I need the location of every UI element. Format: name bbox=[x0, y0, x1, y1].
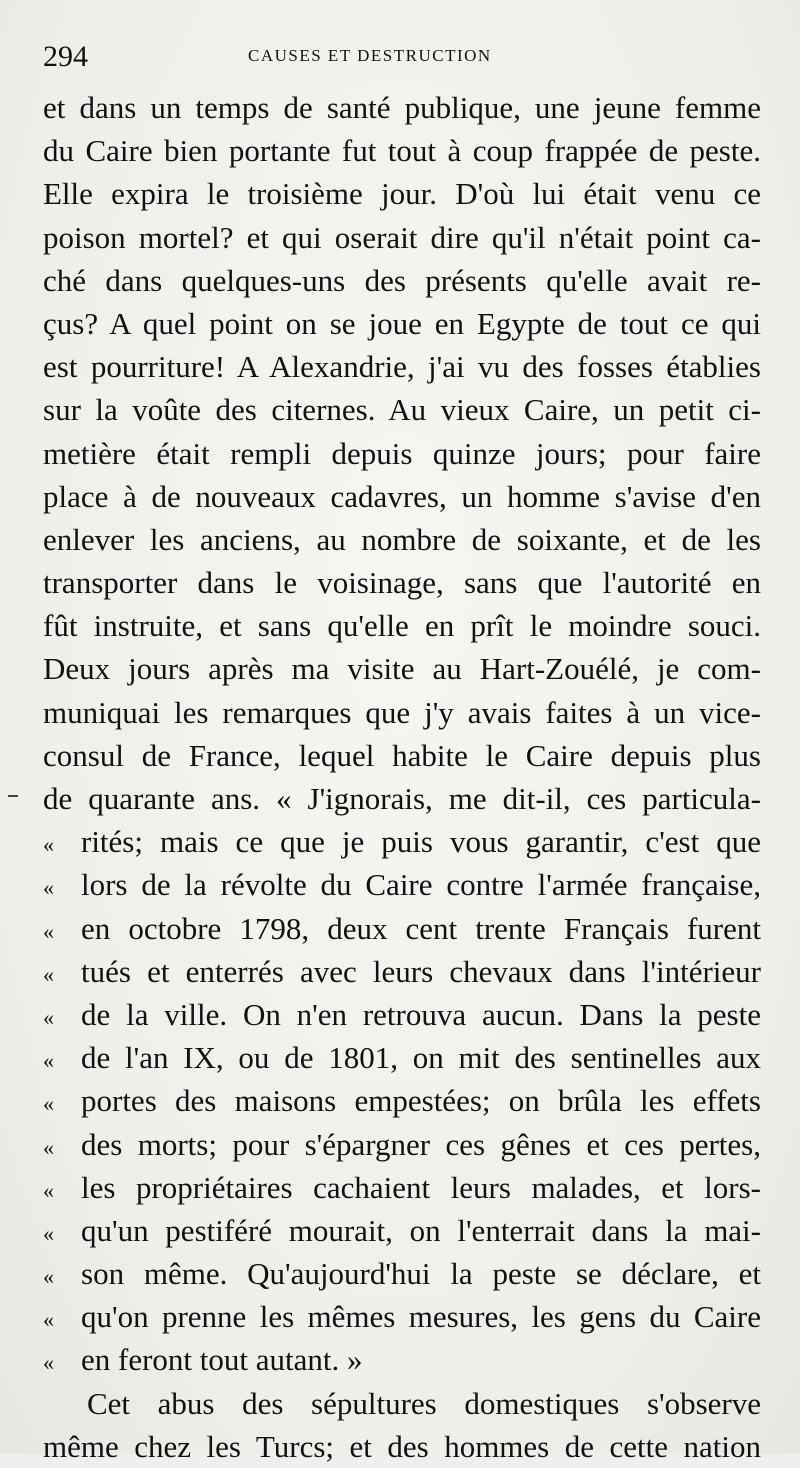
quote-mark: « bbox=[43, 1220, 54, 1246]
line-text: muniquai les remarques que j'y avais faites à un vice- bbox=[43, 694, 761, 730]
line-text: sur la voûte des citernes. Au vieux Caire, un petit ci- bbox=[43, 392, 761, 428]
text-line bbox=[43, 259, 761, 302]
text-line bbox=[43, 475, 761, 518]
line-text: en octobre 1798, deux cent trente Français furent bbox=[81, 910, 761, 946]
text-line bbox=[43, 345, 761, 388]
quote-mark: « bbox=[43, 1177, 54, 1203]
text-line bbox=[43, 1079, 761, 1122]
text-line bbox=[43, 388, 761, 431]
line-text: de l'an IX, ou de 1801, on mit des sentinelles aux bbox=[81, 1040, 761, 1076]
text-line bbox=[43, 647, 761, 690]
line-text: Elle expira le troisième jour. D'où lui était venu ce bbox=[43, 176, 761, 212]
text-line bbox=[43, 907, 761, 950]
text-line bbox=[43, 172, 761, 215]
text-line bbox=[43, 216, 761, 259]
line-text: place à de nouveaux cadavres, un homme s'avise d'en bbox=[43, 478, 761, 514]
line-text: les propriétaires cachaient leurs malades, et lors- bbox=[81, 1169, 761, 1205]
quote-mark: « bbox=[43, 1134, 54, 1160]
line-text: en feront tout autant. » bbox=[81, 1342, 363, 1378]
line-text: Deux jours après ma visite au Hart-Zouélé, je com- bbox=[43, 651, 761, 687]
line-text: rités; mais ce que je puis vous garantir, c'est que bbox=[81, 824, 761, 860]
text-line bbox=[43, 1338, 761, 1381]
line-text: qu'un pestiféré mourait, on l'enterrait dans la mai- bbox=[81, 1212, 761, 1248]
text-line bbox=[43, 734, 761, 777]
text-line bbox=[43, 604, 761, 647]
text-line bbox=[43, 561, 761, 604]
line-text: même chez les Turcs; et des hommes de cette nation bbox=[43, 1428, 761, 1464]
text-line bbox=[43, 302, 761, 345]
quote-mark: « bbox=[43, 832, 54, 858]
line-text: de quarante ans. « J'ignorais, me dit-il, ces particula- bbox=[43, 781, 761, 816]
text-line bbox=[43, 1123, 761, 1166]
quote-mark: « bbox=[43, 961, 54, 987]
quote-mark: « bbox=[43, 1264, 54, 1290]
text-line bbox=[43, 993, 761, 1036]
text-line bbox=[43, 1382, 761, 1425]
line-text: du Caire bien portante fut tout à coup frappée de peste. bbox=[43, 133, 761, 169]
text-line bbox=[43, 518, 761, 561]
quote-mark: « bbox=[43, 918, 54, 944]
line-text: lors de la révolte du Caire contre l'armée française, bbox=[81, 867, 761, 903]
line-text: ché dans quelques-uns des présents qu'elle avait re- bbox=[43, 262, 761, 298]
text-line bbox=[43, 1425, 761, 1468]
quote-mark: « bbox=[43, 1091, 54, 1117]
line-text: çus? A quel point on se joue en Egypte de tout ce qui bbox=[43, 305, 761, 341]
page-header bbox=[43, 36, 763, 76]
line-text: Cet abus des sépultures domestiques s'observe bbox=[87, 1385, 761, 1421]
text-line bbox=[43, 1209, 761, 1252]
quote-mark: « bbox=[43, 1350, 54, 1376]
line-text: consul de France, lequel habite le Caire depuis plus bbox=[43, 737, 761, 773]
quote-mark: « bbox=[43, 1048, 54, 1074]
text-line bbox=[43, 820, 761, 863]
running-head: CAUSES ET DESTRUCTION bbox=[248, 46, 492, 65]
quote-mark: « bbox=[43, 1307, 54, 1333]
text-line bbox=[43, 1252, 761, 1295]
line-text: des morts; pour s'épargner ces gênes et ces pertes, bbox=[81, 1126, 761, 1162]
line-text: fût instruite, et sans qu'elle en prît le moindre souci. bbox=[43, 608, 761, 644]
text-line bbox=[43, 691, 761, 734]
line-text: tués et enterrés avec leurs chevaux dans l'intérieur bbox=[81, 953, 761, 989]
text-line bbox=[43, 777, 761, 820]
line-text: qu'on prenne les mêmes mesures, les gens du Caire bbox=[81, 1299, 761, 1335]
body-text bbox=[43, 86, 761, 1468]
line-text: et dans un temps de santé publique, une jeune femme bbox=[43, 90, 761, 125]
text-line bbox=[43, 1036, 761, 1079]
line-text: est pourriture! A Alexandrie, j'ai vu des fosses établies bbox=[43, 349, 761, 385]
line-text: metière était rempli depuis quinze jours; pour faire bbox=[43, 435, 761, 471]
line-text: son même. Qu'aujourd'hui la peste se déclare, et bbox=[81, 1256, 761, 1292]
line-text: portes des maisons empestées; on brûla les effets bbox=[81, 1083, 761, 1119]
page-number: 294 bbox=[43, 40, 88, 73]
text-line bbox=[43, 1295, 761, 1338]
text-line bbox=[43, 950, 761, 993]
text-line bbox=[43, 129, 761, 172]
line-text: enlever les anciens, au nombre de soixante, et de les bbox=[43, 521, 761, 557]
text-line bbox=[43, 86, 761, 129]
margin-mark bbox=[8, 795, 18, 797]
line-text: transporter dans le voisinage, sans que l'autorité en bbox=[43, 565, 761, 601]
text-line bbox=[43, 863, 761, 906]
quote-mark: « bbox=[43, 1004, 54, 1030]
line-text: de la ville. On n'en retrouva aucun. Dans la peste bbox=[81, 996, 761, 1032]
text-line bbox=[43, 432, 761, 475]
line-text: poison mortel? et qui oserait dire qu'il n'était point ca- bbox=[43, 219, 761, 255]
quote-mark: « bbox=[43, 875, 54, 901]
text-line bbox=[43, 1166, 761, 1209]
